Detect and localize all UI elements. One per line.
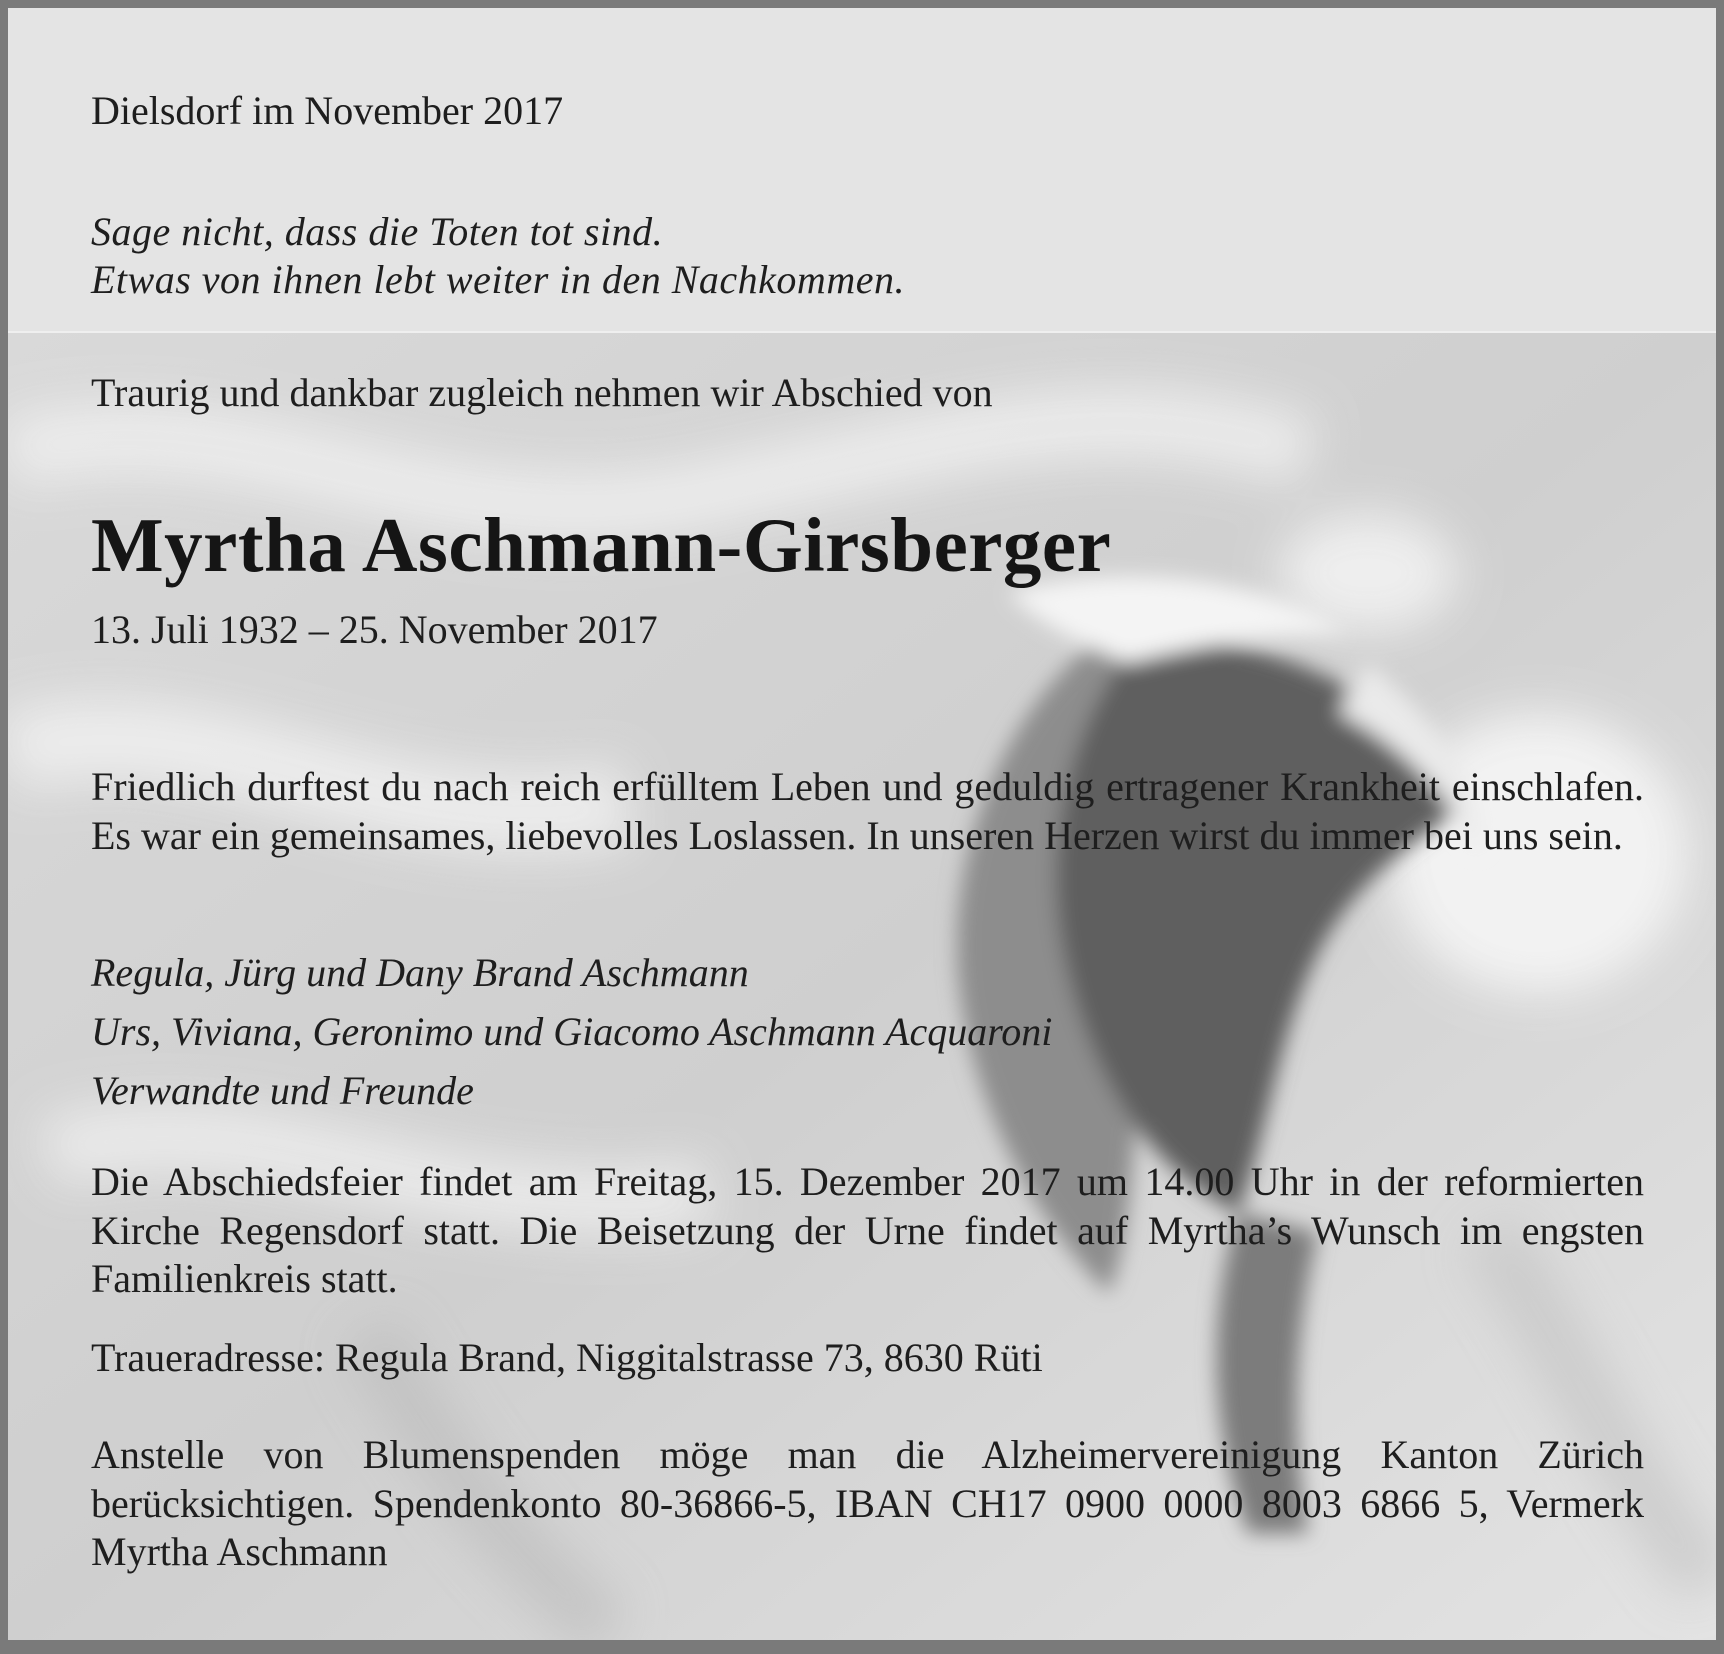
donation-info: Anstelle von Blumenspenden möge man die Alzheimervereinigung Kanton Zürich berücksichtigen. Spendenkonto 80-36866-5, IBAN CH17 0900 0000 8003 6866 5, Vermerk Myrtha Aschmann [91,1432,1644,1574]
place-date: Dielsdorf im November 2017 [91,88,564,133]
motto-quote [91,208,905,304]
mourning-address: Traueradresse: Regula Brand, Niggitalstrasse 73, 8630 Rüti [91,1335,1043,1380]
ceremony-info: Die Abschiedsfeier findet am Freitag, 15. Dezember 2017 um 14.00 Uhr in der reformierten Kirche Regensdorf statt. Die Beisetzung der Urne findet auf Myrtha’s Wunsch im engsten Familienkreis statt. [91,1159,1644,1301]
mourner-line: Verwandte und Freunde [91,1068,474,1113]
mourners-list [91,943,1052,1120]
mourner-line: Urs, Viviana, Geronimo und Giacomo Aschmann Acquaroni [91,1009,1053,1054]
farewell-message: Friedlich durftest du nach reich erfülltem Leben und geduldig ertragener Krankheit einschlafen. Es war ein gemeinsames, liebevolles Loslassen. In unseren Herzen wirst du immer bei uns sein. [91,764,1644,858]
motto-line: Sage nicht, dass die Toten tot sind. [91,209,664,254]
notice-content [8,8,1716,1640]
intro-line: Traurig und dankbar zugleich nehmen wir Abschied von [91,370,993,415]
mourner-line: Regula, Jürg und Dany Brand Aschmann [91,950,749,995]
life-dates: 13. Juli 1932 – 25. November 2017 [91,607,658,652]
motto-line: Etwas von ihnen lebt weiter in den Nachkommen. [91,257,905,302]
deceased-name: Myrtha Aschmann-Girsberger [91,502,1112,588]
